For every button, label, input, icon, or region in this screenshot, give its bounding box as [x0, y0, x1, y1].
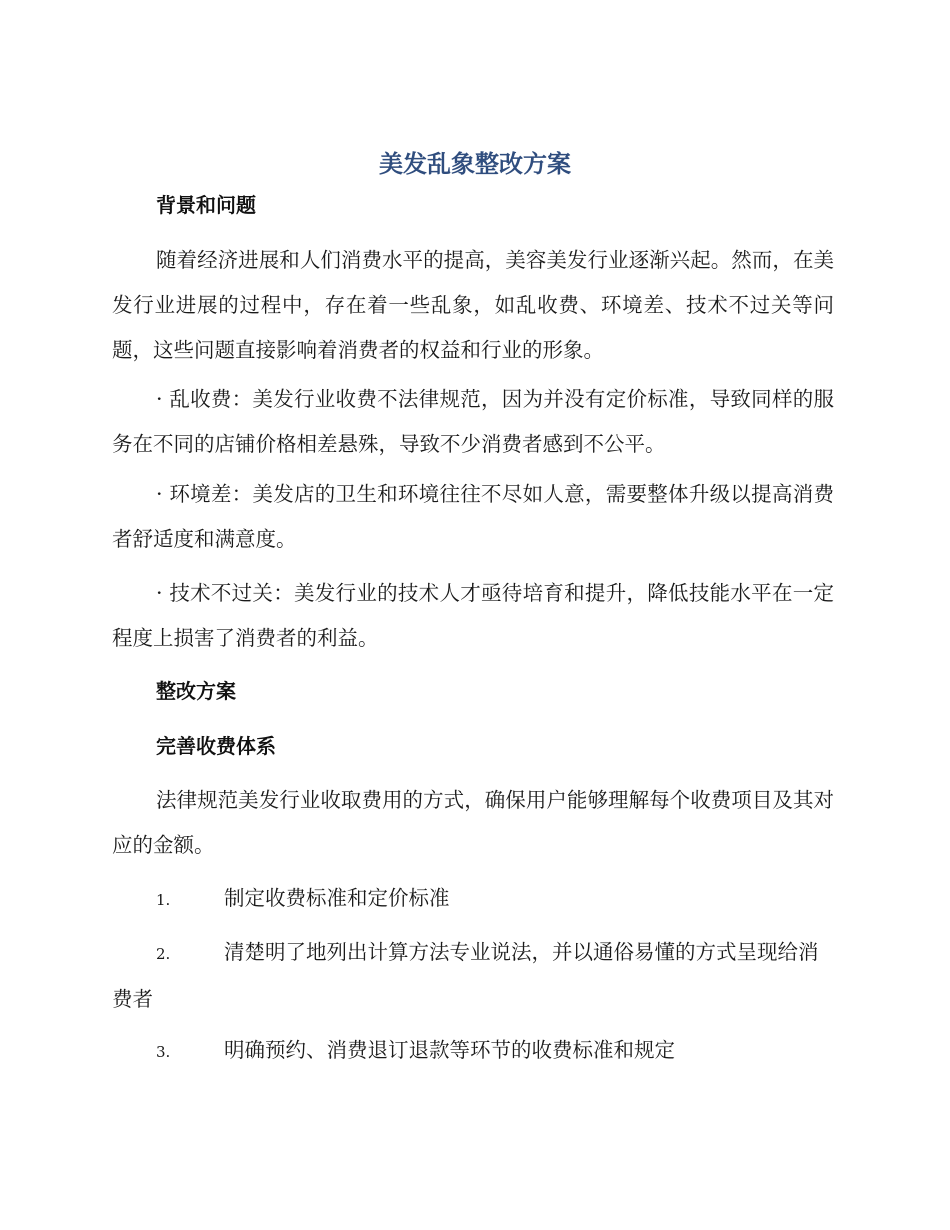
item-number: 1.	[156, 891, 171, 909]
bullet-item: · 环境差：美发店的卫生和环境往往不尽如人意，需要整体升级以提高消费者舒适度和满意度。	[112, 482, 834, 551]
numbered-item	[112, 1028, 834, 1075]
bullet-item: · 技术不过关：美发行业的技术人才亟待培育和提升，降低技能水平在一定程度上损害了消费者的利益。	[112, 581, 834, 650]
heading-background: 背景和问题	[156, 193, 256, 217]
heading-plan: 整改方案	[156, 679, 236, 703]
item-number: 2.	[156, 945, 171, 963]
intro-paragraph: 随着经济进展和人们消费水平的提高，美容美发行业逐渐兴起。然而，在美发行业进展的过程中，存在着一些乱象，如乱收费、环境差、技术不过关等问题，这些问题直接影响着消费者的权益和行业的形象。	[112, 248, 834, 362]
item-text: 制定收费标准和定价标准	[224, 886, 450, 910]
document-title: 美发乱象整改方案	[379, 150, 571, 178]
fees-paragraph: 法律规范美发行业收取费用的方式，确保用户能够理解每个收费项目及其对应的金额。	[112, 788, 834, 857]
numbered-item	[112, 930, 834, 1022]
numbered-item	[112, 876, 834, 923]
item-number: 3.	[156, 1043, 171, 1061]
bullet-item: · 乱收费：美发行业收费不法律规范，因为并没有定价标准，导致同样的服务在不同的店铺价格相差悬殊，导致不少消费者感到不公平。	[112, 387, 834, 456]
item-text: 明确预约、消费退订退款等环节的收费标准和规定	[224, 1038, 675, 1062]
heading-fees: 完善收费体系	[156, 734, 276, 758]
item-text: 清楚明了地列出计算方法专业说法，并以通俗易懂的方式呈现给消费者	[112, 940, 819, 1011]
